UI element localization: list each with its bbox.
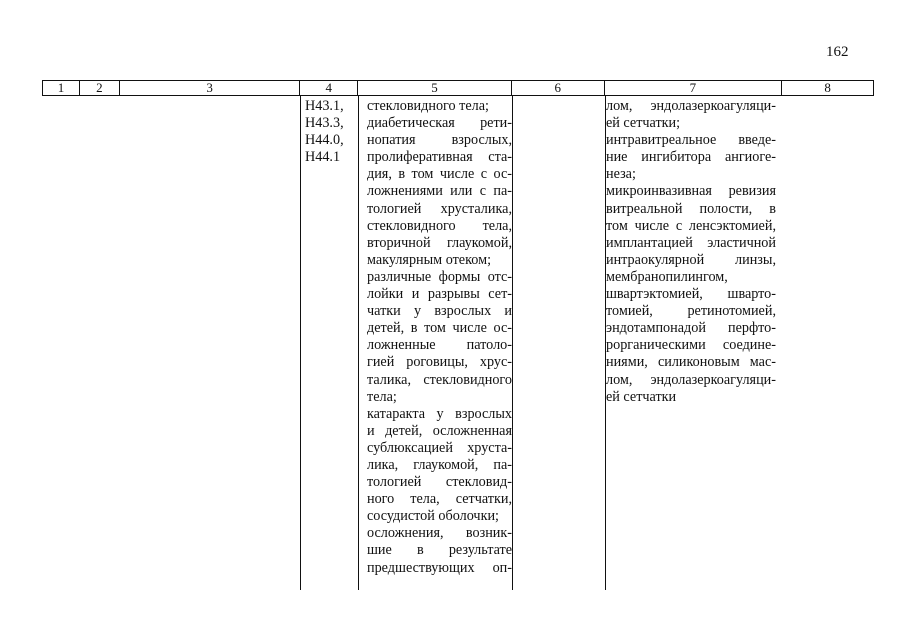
header-cell-2: 2: [80, 81, 120, 95]
treatment-line: ние ингибитора ангиоге-: [606, 149, 776, 166]
column-divider-4-5: [358, 96, 359, 590]
diagnosis-line: пролиферативная ста-: [367, 149, 512, 166]
treatment-line: интравитреальное введе-: [606, 132, 776, 149]
treatment-line: микроинвазивная ревизия: [606, 183, 776, 200]
column-divider-5-6: [512, 96, 513, 590]
diagnosis-line: тологией стекловид-: [367, 474, 512, 491]
treatment-line: ниями, силиконовым мас-: [606, 354, 776, 371]
diagnosis-line: талика, стекловидного: [367, 371, 512, 388]
code-line: H44.0,: [305, 132, 344, 149]
code-line: H43.3,: [305, 115, 344, 132]
table-header-row: [42, 80, 874, 96]
treatment-line: витреальной полости, в: [606, 200, 776, 217]
treatment-line: мембранопилингом,: [606, 268, 728, 285]
diagnosis-line: тологией хрусталика,: [367, 200, 512, 217]
diagnosis-line: ного тела, сетчатки,: [367, 491, 512, 508]
diagnosis-line: ложненные патоло-: [367, 337, 512, 354]
header-cell-8: 8: [824, 80, 831, 95]
diagnosis-line: предшествующих оп-: [367, 559, 512, 576]
page-number: 162: [826, 44, 849, 60]
diagnosis-line: шие в результате: [367, 542, 512, 559]
treatment-line: интраокулярной линзы,: [606, 251, 776, 268]
treatment-line: швартэктомией, шварто-: [606, 286, 776, 303]
diagnosis-line: стекловидного тела,: [367, 217, 512, 234]
treatment-line: неза;: [606, 166, 636, 183]
diagnosis-line: нопатия взрослых,: [367, 132, 512, 149]
treatment-line: лом, эндолазеркоагуляци-: [606, 371, 776, 388]
treatment-line: рорганическими соедине-: [606, 337, 776, 354]
treatment-line: имплантацией эластичной: [606, 234, 776, 251]
header-cell-6: 6: [512, 81, 605, 95]
treatment-line: том числе с ленсэктомией,: [606, 217, 776, 234]
header-cell-1: 1: [43, 81, 80, 95]
diagnosis-line: лика, глаукомой, па-: [367, 456, 512, 473]
diagnosis-line: вторичной глаукомой,: [367, 234, 512, 251]
code-line: H43.1,: [305, 98, 344, 114]
diagnosis-line: диабетическая рети-: [367, 115, 512, 132]
diagnosis-line: детей, в том числе ос-: [367, 320, 512, 337]
treatment-line: лом, эндолазеркоагуляци-: [606, 98, 776, 114]
diagnosis-line: осложнения, возник-: [367, 525, 512, 542]
diagnosis-line: сублюксацией хруста-: [367, 439, 512, 456]
treatment-line: эндотампонадой перфто-: [606, 320, 776, 337]
column-4-codes: [305, 98, 361, 166]
diagnosis-line: дия, в том числе с ос-: [367, 166, 512, 183]
column-divider-3-4: [300, 96, 301, 590]
treatment-line: ей сетчатки;: [606, 115, 681, 132]
diagnosis-line: чатки у взрослых и: [367, 303, 512, 320]
diagnosis-line: стекловидного тела;: [367, 98, 489, 114]
treatment-line: томией, ретинотомией,: [606, 303, 776, 320]
diagnosis-line: сосудистой оболочки;: [367, 508, 499, 525]
diagnosis-line: ложнениями или с па-: [367, 183, 512, 200]
header-cell-4: 4: [300, 81, 358, 95]
column-7-treatment: [606, 98, 776, 406]
header-cell-3: 3: [120, 81, 301, 95]
diagnosis-line: макулярным отеком;: [367, 251, 492, 268]
diagnosis-line: лойки и разрывы сет-: [367, 286, 512, 303]
header-cell-5: 5: [358, 81, 512, 95]
diagnosis-line: различные формы отс-: [367, 268, 512, 285]
column-5-diagnoses: [367, 98, 512, 577]
diagnosis-line: тела;: [367, 388, 397, 405]
diagnosis-line: и детей, осложненная: [367, 422, 512, 439]
diagnosis-line: катаракта у взрослых: [367, 405, 512, 422]
treatment-line: ей сетчатки: [606, 388, 677, 405]
code-line: H44.1: [305, 149, 341, 166]
header-cell-7: 7: [605, 81, 783, 95]
diagnosis-line: гией роговицы, хрус-: [367, 354, 512, 371]
